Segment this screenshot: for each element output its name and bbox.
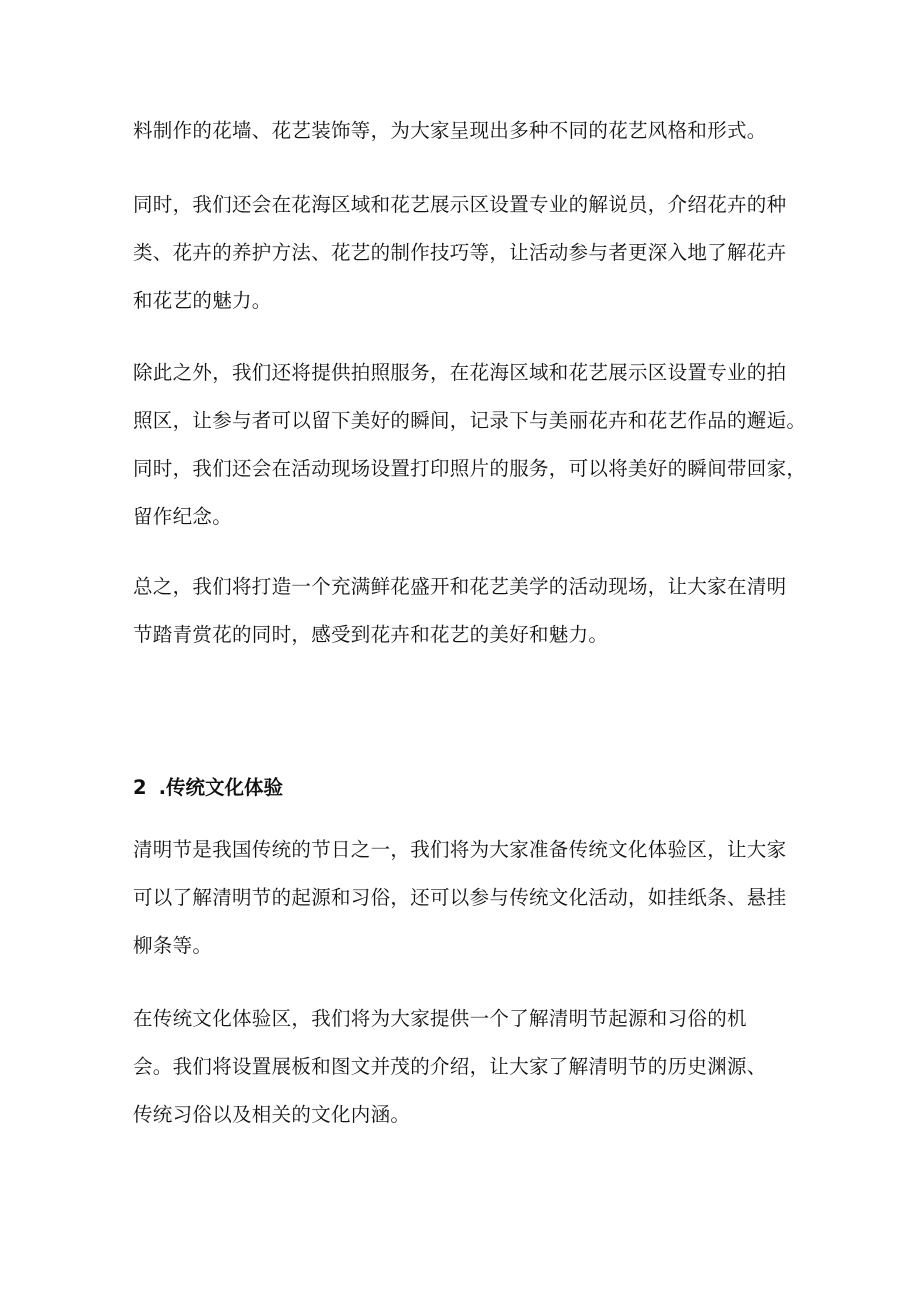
text-line: 会。我们将设置展板和图文并茂的介绍，让大家了解清明节的历史渊源、 <box>133 1055 767 1078</box>
text-line: 同时，我们还会在活动现场设置打印照片的服务，可以将美好的瞬间带回家， <box>133 457 807 480</box>
text-line: 类、花卉的养护方法、花艺的制作技巧等，让活动参与者更深入地了解花卉 <box>133 241 787 264</box>
paragraph-flower-decor <box>133 107 767 155</box>
text-line: 除此之外，我们还将提供拍照服务，在花海区域和花艺展示区设置专业的拍 <box>133 361 787 384</box>
section-heading <box>133 764 283 812</box>
text-line: 留作纪念。 <box>133 505 233 528</box>
paragraph-photo-service <box>133 349 806 541</box>
section-title: .传统文化体验 <box>158 776 283 799</box>
text-line: 传统习俗以及相关的文化内涵。 <box>133 1103 411 1126</box>
text-line: 节踏青赏花的同时，感受到花卉和花艺的美好和魅力。 <box>133 623 609 646</box>
paragraph-guides <box>133 181 786 325</box>
text-line: 柳条等。 <box>133 934 213 957</box>
text-line: 同时，我们还会在花海区域和花艺展示区设置专业的解说员，介绍花卉的种 <box>133 193 787 216</box>
text-line: 总之，我们将打造一个充满鲜花盛开和花艺美学的活动现场，让大家在清明 <box>133 575 787 598</box>
paragraph-summary <box>133 563 786 659</box>
paragraph-culture-intro <box>133 826 786 970</box>
text-line: 清明节是我国传统的节日之一，我们将为大家准备传统文化体验区，让大家 <box>133 838 787 861</box>
paragraph-culture-area <box>133 995 767 1139</box>
text-line: 料制作的花墙、花艺装饰等，为大家呈现出多种不同的花艺风格和形式。 <box>133 119 767 142</box>
text-line: 可以了解清明节的起源和习俗，还可以参与传统文化活动，如挂纸条、悬挂 <box>133 886 787 909</box>
text-line: 照区，让参与者可以留下美好的瞬间，记录下与美丽花卉和花艺作品的邂逅。 <box>133 409 807 432</box>
section-number: 2 <box>133 776 147 799</box>
text-line: 在传统文化体验区，我们将为大家提供一个了解清明节起源和习俗的机 <box>133 1007 747 1030</box>
text-line: 和花艺的魅力。 <box>133 289 272 312</box>
